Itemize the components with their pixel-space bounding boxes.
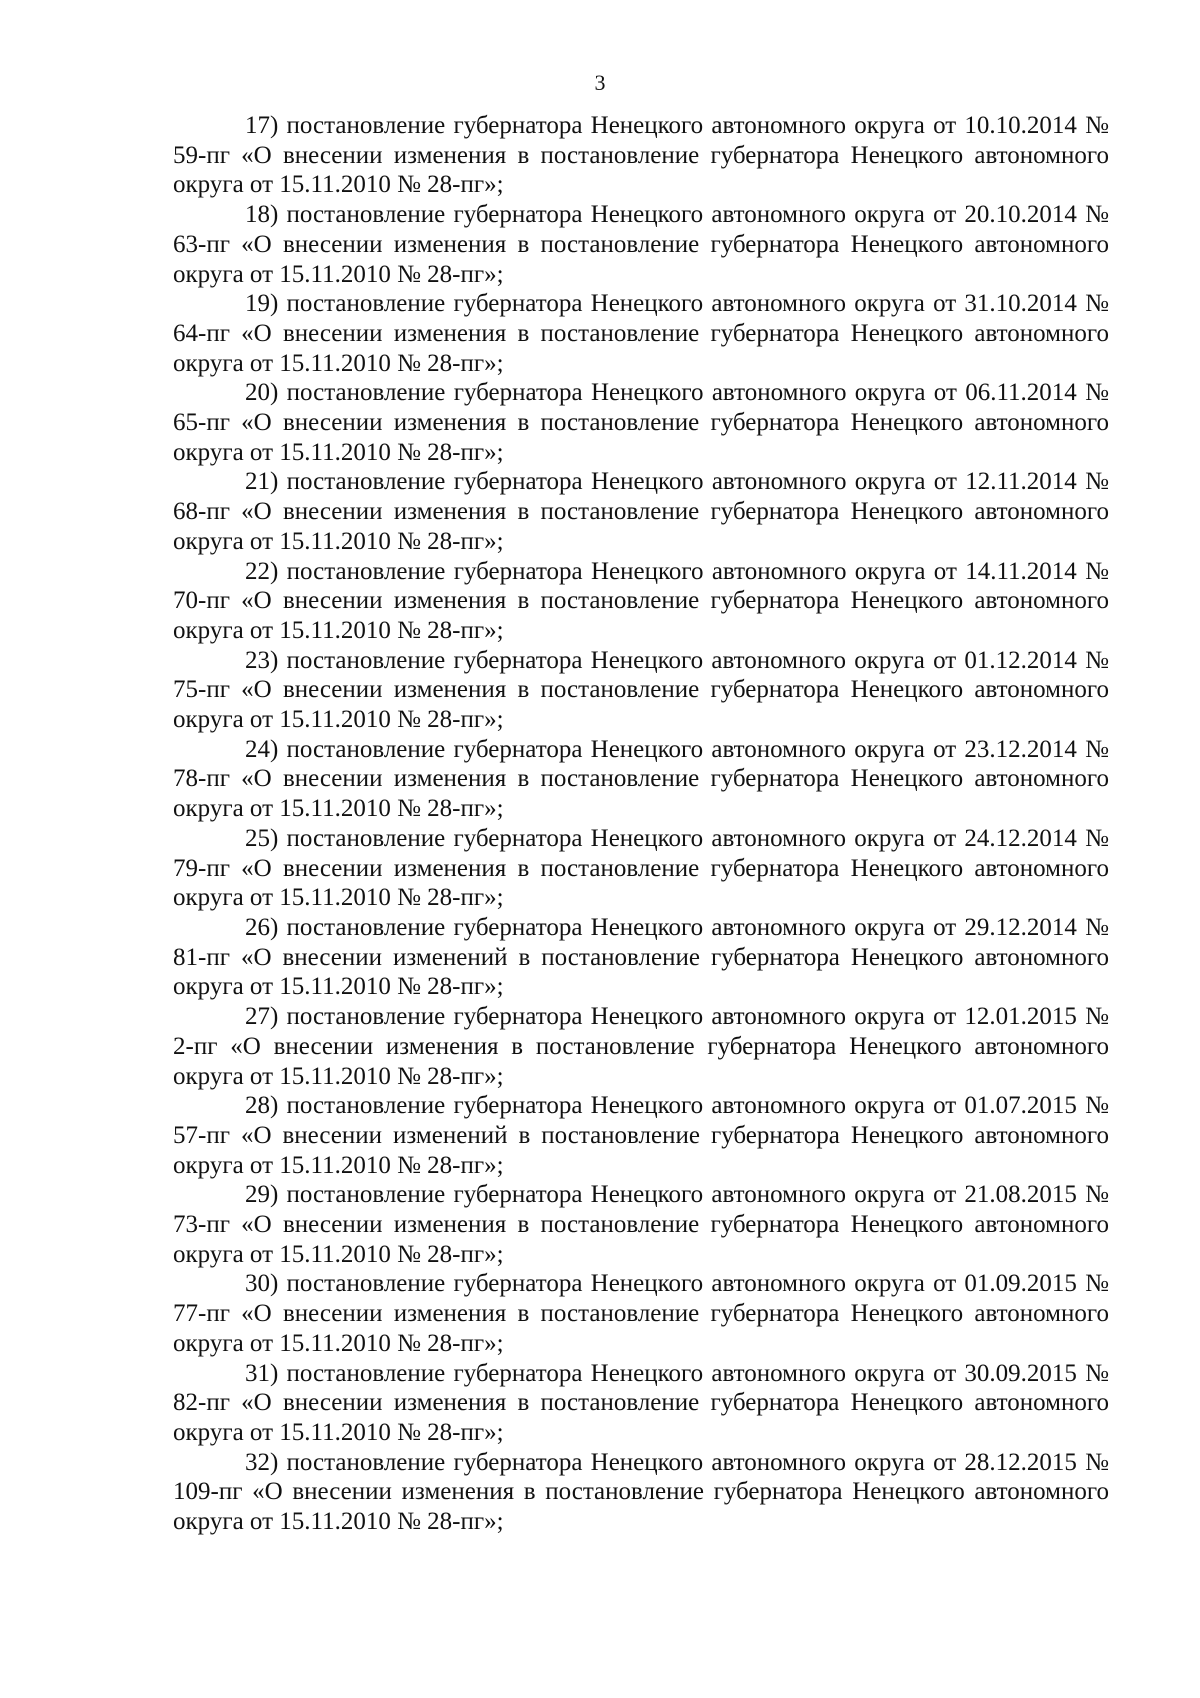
item-line: 26) постановление губернатора Ненецкого автономного округа от 29.12.2014 bbox=[245, 913, 1077, 941]
item-line: автономного округа от 15.11.2010 № 28-пг»; bbox=[173, 1121, 1109, 1179]
list-item bbox=[173, 200, 1109, 289]
item-line: № 82-пг «О внесении изменения в постановление губернатора Ненецкого bbox=[173, 1359, 1110, 1417]
item-line: № 73-пг «О внесении изменения в постановление губернатора Ненецкого bbox=[173, 1181, 1110, 1239]
list-item bbox=[173, 289, 1109, 378]
item-line: № 2-пг «О внесении изменения в постановление губернатора Ненецкого bbox=[173, 1003, 1110, 1060]
list-item bbox=[173, 557, 1109, 646]
list-item bbox=[173, 824, 1109, 913]
item-line: 21) постановление губернатора Ненецкого автономного округа от 12.11.2014 bbox=[245, 468, 1077, 496]
item-line: 20) постановление губернатора Ненецкого автономного округа от 06.11.2014 bbox=[245, 379, 1077, 407]
item-line: автономного округа от 15.11.2010 № 28-пг»; bbox=[173, 1032, 1109, 1090]
item-line: № 59-пг «О внесении изменения в постановление губернатора Ненецкого bbox=[173, 112, 1110, 169]
item-line: автономного округа от 15.11.2010 № 28-пг»; bbox=[173, 1478, 1109, 1536]
decree-list bbox=[173, 111, 1109, 1537]
item-line: № 79-пг «О внесении изменения в постановление губернатора Ненецкого bbox=[173, 824, 1110, 882]
item-line: автономного округа от 15.11.2010 № 28-пг»; bbox=[173, 141, 1109, 199]
list-item bbox=[173, 1002, 1109, 1091]
item-line: № 81-пг «О внесении изменений в постановление губернатора Ненецкого bbox=[173, 913, 1110, 971]
item-line: № 68-пг «О внесении изменения в постановление губернатора Ненецкого bbox=[173, 468, 1109, 526]
item-line: № 57-пг «О внесении изменений в постановление губернатора Ненецкого bbox=[173, 1092, 1110, 1149]
list-item bbox=[173, 1448, 1109, 1537]
item-line: № 75-пг «О внесении изменения в постановление губернатора Ненецкого bbox=[173, 646, 1110, 704]
list-item bbox=[173, 913, 1109, 1002]
item-line: автономного округа от 15.11.2010 № 28-пг»; bbox=[173, 676, 1109, 734]
item-line: автономного округа от 15.11.2010 № 28-пг»; bbox=[173, 498, 1109, 555]
list-item bbox=[173, 467, 1109, 556]
list-item bbox=[173, 378, 1109, 467]
item-line: автономного округа от 15.11.2010 № 28-пг»; bbox=[173, 409, 1109, 466]
item-line: автономного округа от 15.11.2010 № 28-пг»; bbox=[173, 854, 1109, 912]
item-line: 17) постановление губернатора Ненецкого автономного округа от 10.10.2014 bbox=[245, 112, 1077, 139]
item-line: 24) постановление губернатора Ненецкого автономного округа от 23.12.2014 bbox=[245, 735, 1077, 763]
item-line: автономного округа от 15.11.2010 № 28-пг»; bbox=[173, 1389, 1109, 1446]
list-item bbox=[173, 735, 1109, 824]
item-line: автономного округа от 15.11.2010 № 28-пг»; bbox=[173, 1211, 1109, 1268]
item-line: № 77-пг «О внесении изменения в постановление губернатора Ненецкого bbox=[173, 1270, 1110, 1328]
list-item bbox=[173, 1091, 1109, 1180]
item-line: 32) постановление губернатора Ненецкого автономного округа от 28.12.2015 bbox=[245, 1448, 1077, 1476]
item-line: № 78-пг «О внесении изменения в постановление губернатора Ненецкого bbox=[173, 735, 1110, 793]
item-line: № 109-пг «О внесении изменения в постановление губернатора Ненецкого bbox=[173, 1448, 1110, 1506]
list-item bbox=[173, 1180, 1109, 1269]
item-line: № 70-пг «О внесении изменения в постановление губернатора Ненецкого bbox=[173, 557, 1109, 615]
item-line: автономного округа от 15.11.2010 № 28-пг»; bbox=[173, 319, 1109, 377]
item-line: автономного округа от 15.11.2010 № 28-пг»; bbox=[173, 587, 1109, 644]
item-line: автономного округа от 15.11.2010 № 28-пг»; bbox=[173, 943, 1109, 1001]
list-item bbox=[173, 646, 1109, 735]
item-line: 23) постановление губернатора Ненецкого автономного округа от 01.12.2014 bbox=[245, 646, 1077, 674]
item-line: 29) постановление губернатора Ненецкого автономного округа от 21.08.2015 bbox=[245, 1181, 1077, 1209]
item-line: 27) постановление губернатора Ненецкого автономного округа от 12.01.2015 bbox=[245, 1003, 1077, 1031]
item-line: 28) постановление губернатора Ненецкого автономного округа от 01.07.2015 bbox=[245, 1092, 1077, 1120]
list-item bbox=[173, 1359, 1109, 1448]
item-line: 22) постановление губернатора Ненецкого автономного округа от 14.11.2014 bbox=[245, 557, 1077, 585]
item-line: № 65-пг «О внесении изменения в постановление губернатора Ненецкого bbox=[173, 379, 1109, 437]
item-line: 30) постановление губернатора Ненецкого автономного округа от 01.09.2015 bbox=[245, 1270, 1077, 1298]
item-line: № 63-пг «О внесении изменения в постановление губернатора Ненецкого bbox=[173, 201, 1110, 258]
list-item bbox=[173, 1269, 1109, 1358]
item-line: 19) постановление губернатора Ненецкого автономного округа от 31.10.2014 bbox=[245, 290, 1077, 318]
item-line: 25) постановление губернатора Ненецкого автономного округа от 24.12.2014 bbox=[245, 824, 1077, 852]
item-line: 31) постановление губернатора Ненецкого автономного округа от 30.09.2015 bbox=[245, 1359, 1077, 1387]
page-number: 3 bbox=[594, 70, 606, 95]
item-line: 18) постановление губернатора Ненецкого автономного округа от 20.10.2014 bbox=[245, 201, 1077, 229]
item-line: автономного округа от 15.11.2010 № 28-пг»; bbox=[173, 1300, 1109, 1357]
item-line: автономного округа от 15.11.2010 № 28-пг»; bbox=[173, 765, 1109, 823]
list-item bbox=[173, 111, 1109, 200]
item-line: автономного округа от 15.11.2010 № 28-пг»; bbox=[173, 230, 1109, 288]
item-line: № 64-пг «О внесении изменения в постановление губернатора Ненецкого bbox=[173, 290, 1110, 347]
